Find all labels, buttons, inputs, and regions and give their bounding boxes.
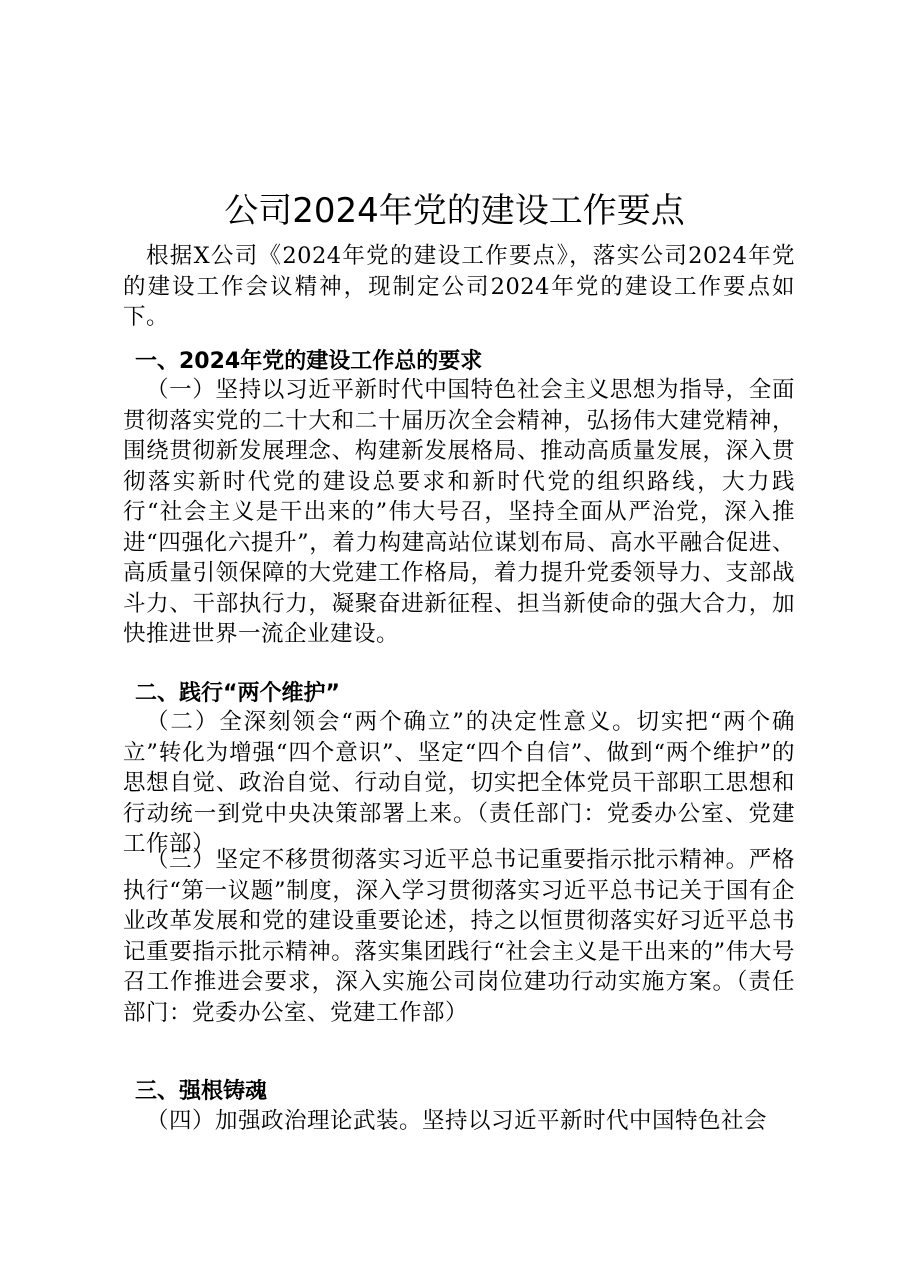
- intro-paragraph: 根据X公司《2024年党的建设工作要点》，落实公司2024年党的建设工作会议精神，现制定公司2024年党的建设工作要点如下。: [123, 243, 795, 330]
- section-heading-2: 二、践行“两个维护”: [135, 681, 340, 706]
- paragraph-4: （四）加强政治理论武装。坚持以习近平新时代中国特色社会: [146, 1108, 768, 1134]
- document-title: 公司2024年党的建设工作要点: [224, 190, 685, 231]
- paragraph-1: （一）坚持以习近平新时代中国特色社会主义思想为指导，全面贯彻落实党的二十大和二十届历次全会精神，弘扬伟大建党精神，围绕贯彻新发展理念、构建新发展格局、推动高质量发展，深入贯彻落实新时代党的建设总要求和新时代党的组织路线，大力践行“社会主义是干出来的”伟大号召，坚持全面从严治党，深入推进“四强化六提升”，着力构建高站位谋划布局、高水平融合促进、高质量引领保障的大党建工作格局，着力提升党委领导力、支部战斗力、干部执行力，凝聚奋进新征程、担当新使命的强大合力，加快推进世界一流企业建设。: [123, 377, 795, 647]
- paragraph-2: （二）全深刻领会“两个确立”的决定性意义。切实把“两个确立”转化为增强“四个意识”、坚定“四个自信”、做到“两个维护”的思想自觉、政治自觉、行动自觉，切实把全体党员干部职工思想和行动统一到党中央决策部署上来。（责任部门：党委办公室、党建工作部）: [123, 709, 795, 857]
- section-heading-3: 三、强根铸魂: [135, 1079, 268, 1104]
- section-heading-1: 一、2024年党的建设工作总的要求: [135, 349, 483, 374]
- paragraph-3: （三）坚定不移贯彻落实习近平总书记重要指示批示精神。严格执行“第一议题”制度，深入学习贯彻落实习近平总书记关于国有企业改革发展和党的建设重要论述，持之以恒贯彻落实好习近平总书记重要指示批示精神。落实集团践行“社会主义是干出来的”伟大号召工作推进会要求，深入实施公司岗位建功行动实施方案。（责任部门：党委办公室、党建工作部）: [123, 847, 795, 1026]
